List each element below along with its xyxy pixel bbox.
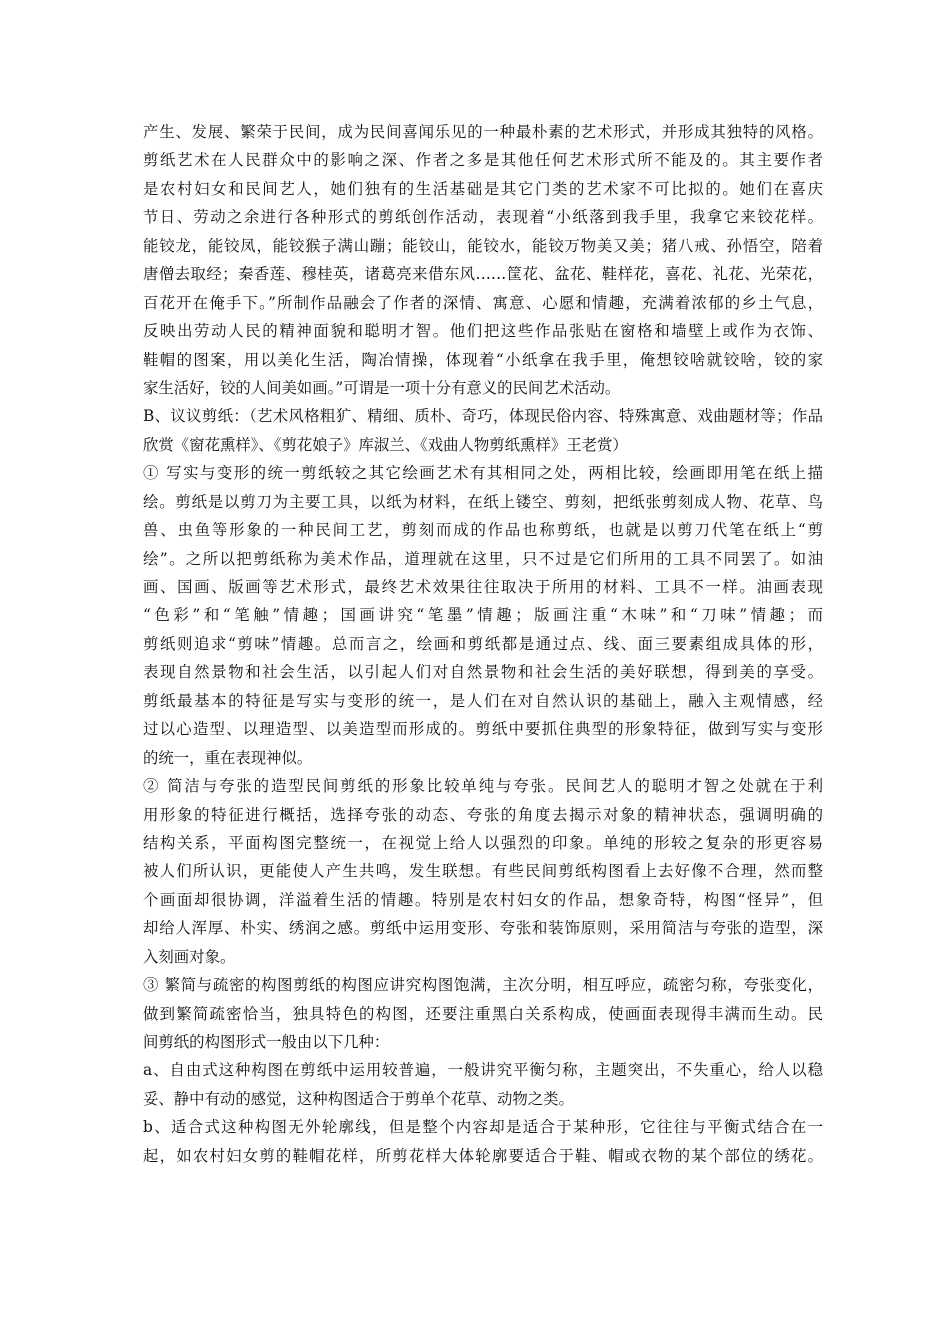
subsection-2: ② 简洁与夸张的造型民间剪纸的形象比较单纯与夸张。民间艺人的聪明才智之处就在于利 (143, 777, 823, 796)
subsection-1: ① 写实与变形的统一剪纸较之其它绘画艺术有其相同之处，两相比较，绘画即用笔在纸上描 (143, 464, 823, 483)
text-line: 被人们所认识，更能使人产生共鸣，发生联想。有些民间剪纸构图看上去好像不合理，然而整 (143, 862, 823, 881)
text-line: 产生、发展、繁荣于民间，成为民间喜闻乐见的一种最朴素的艺术形式，并形成其独特的风格。 (143, 123, 823, 141)
text-line: 却给人浑厚、朴实、绣润之感。剪纸中运用变形、夸张和装饰原则，采用简洁与夸张的造型，深 (143, 919, 823, 938)
text-line: 绘”。之所以把剪纸称为美术作品，道理就在这里，只不过是它们所用的工具不同罢了。如油 (143, 549, 823, 568)
text-line: 是农村妇女和民间艺人，她们独有的生活基础是其它门类的艺术家不可比拟的。她们在喜庆 (143, 179, 823, 198)
text-line: 剪纸则追求“剪味”情趣。总而言之，绘画和剪纸都是通过点、线、面三要素组成具体的形， (143, 634, 823, 653)
text-line: 兽、虫鱼等形象的一种民间工艺，剪刻而成的作品也称剪纸，也就是以剪刀代笔在纸上“剪 (143, 521, 823, 540)
text-line: 唐僧去取经；秦香莲、穆桂英，诸葛亮来借东风……筐花、盆花、鞋样花，喜花、礼花、光荣花， (143, 265, 823, 284)
text-line: 入刻画对象。 (143, 947, 236, 966)
text-line: 过以心造型、以理造型、以美造型而形成的。剪纸中要抓住典型的形象特征，做到写实与变形 (143, 720, 823, 739)
text-line: 反映出劳动人民的精神面貌和聪明才智。他们把这些作品张贴在窗格和墙壁上或作为衣饰、 (143, 322, 823, 341)
text-line: 用形象的特征进行概括，选择夸张的动态、夸张的角度去揭示对象的精神状态，强调明确的 (143, 805, 823, 824)
text-line: 做到繁简疏密恰当，独具特色的构图，还要注重黑白关系构成，使画面表现得丰满而生动。民 (143, 1004, 823, 1023)
text-line: 能铰龙，能铰凤，能铰猴子满山蹦；能铰山，能铰水，能铰万物美又美；猪八戒、孙悟空，陪着 (143, 236, 823, 255)
item-a: a、自由式这种构图在剪纸中运用较普遍，一般讲究平衡匀称，主题突出，不失重心，给人以稳 (143, 1061, 823, 1080)
text-line: 的统一，重在表现神似。 (143, 748, 313, 767)
subsection-3: ③ 繁简与疏密的构图剪纸的构图应讲究构图饱满，主次分明，相互呼应，疏密匀称，夸张变化， (143, 976, 823, 995)
text-line: 表现自然景物和社会生活，以引起人们对自然景物和社会生活的美好联想，得到美的享受。 (143, 663, 823, 682)
text-line: 个画面却很协调，洋溢着生活的情趣。特别是农村妇女的作品，想象奇特，构图“怪异”，但 (143, 890, 823, 909)
item-b: b、适合式这种构图无外轮廓线，但是整个内容却是适合于某种形，它往往与平衡式结合在一 (143, 1118, 823, 1137)
text-line: 家生活好，铰的人间美如画。”可谓是一项十分有意义的民间艺术活动。 (143, 378, 621, 397)
text-line: 结构关系，平面构图完整统一，在视觉上给人以强烈的印象。单纯的形较之复杂的形更容易 (143, 833, 823, 852)
text-line: 欣赏《窗花熏样》、《剪花娘子》库淑兰、《戏曲人物剪纸熏样》王老赏） (143, 435, 628, 454)
section-heading-b: B、议议剪纸：（艺术风格粗犷、精细、质朴、奇巧，体现民俗内容、特殊寓意、戏曲题材等；作品 (143, 407, 823, 426)
text-line: 起，如农村妇女剪的鞋帽花样，所剪花样大体轮廓要适合于鞋、帽或衣物的某个部位的绣花。 (143, 1146, 823, 1165)
text-line: 绘。剪纸是以剪刀为主要工具，以纸为材料，在纸上镂空、剪刻，把纸张剪刻成人物、花草、鸟 (143, 492, 823, 511)
text-line: 节日、劳动之余进行各种形式的剪纸创作活动，表现着“小纸落到我手里，我拿它来铰花样。 (143, 208, 823, 227)
text-line: 剪纸艺术在人民群众中的影响之深、作者之多是其他任何艺术形式所不能及的。其主要作者 (143, 151, 823, 170)
text-line: 剪纸最基本的特征是写实与变形的统一，是人们在对自然认识的基础上，融入主观情感，经 (143, 691, 823, 710)
document-body (143, 118, 823, 1170)
text-line: 间剪纸的构图形式一般由以下几种： (143, 1033, 390, 1051)
text-line: 百花开在俺手下。”所制作品融会了作者的深情、寓意、心愿和情趣，充满着浓郁的乡土气息， (143, 293, 823, 312)
text-line: 鞋帽的图案，用以美化生活，陶冶情操，体现着“小纸拿在我手里，俺想铰啥就铰啥，铰的家 (143, 350, 823, 369)
text-line: 画、国画、版画等艺术形式，最终艺术效果往往取决于所用的材料、工具不一样。油画表现 (143, 578, 823, 596)
text-line: “色彩”和“笔触”情趣；国画讲究“笔墨”情趣；版画注重“木味”和“刀味”情趣；而 (143, 606, 823, 625)
text-line: 妥、静中有动的感觉，这种构图适合于剪单个花草、动物之类。 (143, 1089, 574, 1108)
